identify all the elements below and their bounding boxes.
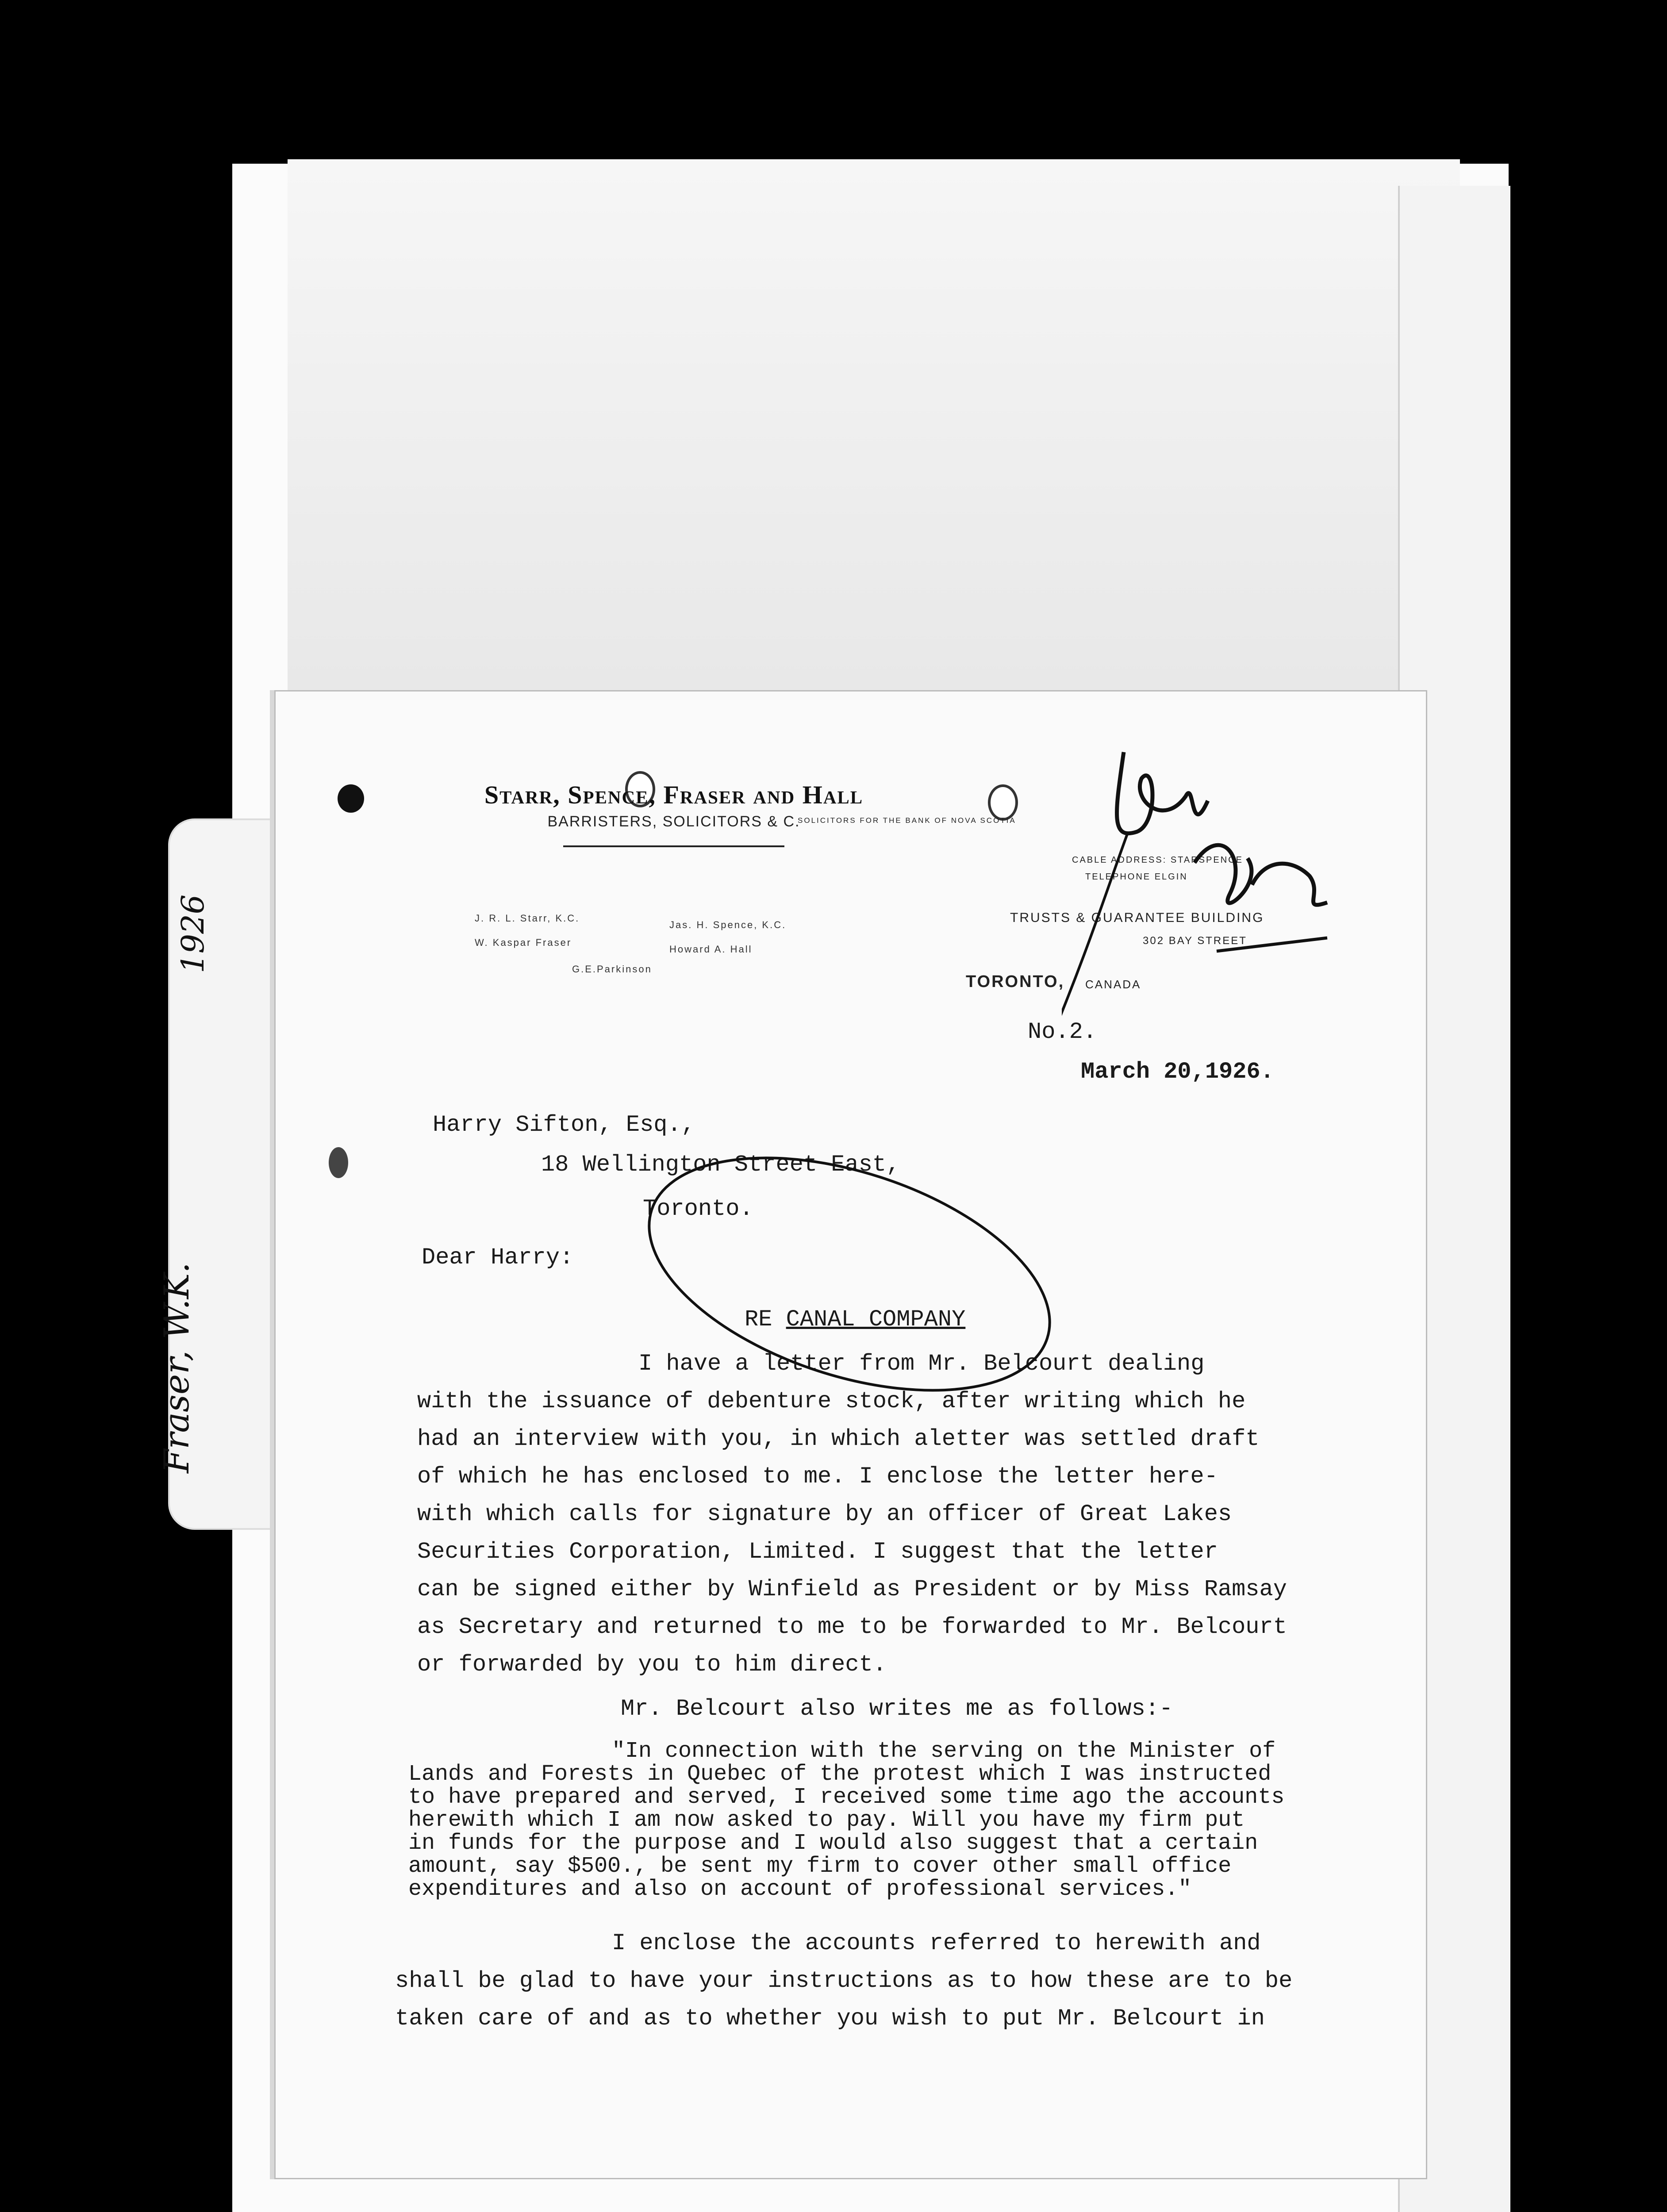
partner-name: J. R. L. Starr, K.C.: [475, 913, 580, 924]
firm-name: Starr, Spence, Fraser and Hall: [484, 780, 864, 809]
annotation-stroke: [1062, 832, 1128, 1044]
body-line: Mr. Belcourt also writes me as follows:-: [621, 1696, 1173, 1722]
pen-circle: [611, 1141, 1075, 1416]
pen-circle-stroke: [620, 1141, 1075, 1416]
firm-letterhead: [422, 780, 926, 847]
partner-name: W. Kaspar Fraser: [475, 937, 572, 948]
quote-line: expenditures and also on account of professional services.": [408, 1877, 1192, 1902]
recipient-street: 18 Wellington Street East,: [541, 1152, 900, 1178]
body-line: I enclose the accounts referred to herewith and: [612, 1930, 1261, 1956]
annotation-stroke: [1117, 752, 1208, 833]
margin-year-text: 1926: [175, 894, 211, 973]
body-line: taken care of and as to whether you wish to put Mr. Belcourt in: [395, 2005, 1265, 2032]
partner-name: Jas. H. Spence, K.C.: [669, 919, 787, 930]
body-line: shall be glad to have your instructions as to how these are to be: [395, 1968, 1293, 1994]
margin-note-year: [175, 885, 215, 973]
subject-prefix: RE: [745, 1306, 786, 1333]
margin-note-name: [157, 1261, 237, 1473]
quote-line: "In connection with the serving on the Minister of: [612, 1739, 1276, 1764]
punch-hole: [988, 784, 1018, 821]
country: CANADA: [1085, 978, 1141, 991]
city: TORONTO,: [966, 972, 1065, 991]
street: 302 BAY STREET: [1143, 935, 1247, 947]
quote-line: Lands and Forests in Quebec of the protest which I was instructed: [408, 1762, 1271, 1787]
body-line: had an interview with you, in which aletter was settled draft: [417, 1426, 1260, 1452]
body-line: Securities Corporation, Limited. I suggest that the letter: [417, 1539, 1218, 1565]
ink-mark: [329, 1147, 348, 1178]
body-line: I have a letter from Mr. Belcourt dealing: [638, 1351, 1205, 1377]
ink-blot: [338, 784, 364, 813]
salutation: Dear Harry:: [422, 1244, 574, 1271]
partner-name: G.E.Parkinson: [572, 964, 652, 975]
quote-line: to have prepared and served, I received some time ago the accounts: [408, 1785, 1285, 1810]
subject-underlined: CANAL COMPANY: [786, 1306, 966, 1333]
handwritten-annotation: [1062, 726, 1380, 1044]
quote-line: herewith which I am now asked to pay. Will you have my firm put: [408, 1808, 1245, 1833]
firm-subtitle: BARRISTERS, SOLICITORS & C.: [547, 813, 800, 830]
letterhead-rule: [563, 845, 784, 847]
backing-sheet-upper: [288, 159, 1460, 690]
body-line: as Secretary and returned to me to be forwarded to Mr. Belcourt: [417, 1614, 1287, 1640]
margin-name-text: Fraser, W.K.: [157, 1262, 197, 1473]
partner-name: Howard A. Hall: [669, 944, 753, 955]
recipient-name: Harry Sifton, Esq.,: [433, 1112, 695, 1138]
building: TRUSTS & GUARANTEE BUILDING: [1010, 910, 1264, 925]
bank-note: SOLICITORS FOR THE BANK OF NOVA SCOTIA: [798, 816, 1016, 825]
body-line: with the issuance of debenture stock, after writing which he: [417, 1388, 1246, 1414]
letter-date: March 20,1926.: [1081, 1059, 1274, 1085]
body-line: of which he has enclosed to me. I enclose the letter here-: [417, 1463, 1218, 1490]
body-line: can be signed either by Winfield as President or by Miss Ramsay: [417, 1576, 1287, 1602]
quote-line: in funds for the purpose and I would also suggest that a certain: [408, 1831, 1258, 1856]
quote-line: amount, say $500., be sent my firm to cover other small office: [408, 1854, 1232, 1879]
body-line: with which calls for signature by an officer of Great Lakes: [417, 1501, 1232, 1527]
cable-address: CABLE ADDRESS: STARSPENCE: [1072, 855, 1243, 865]
telephone: TELEPHONE ELGIN: [1085, 872, 1188, 882]
recipient-city: Toronto.: [643, 1196, 753, 1222]
body-line: or forwarded by you to him direct.: [417, 1651, 887, 1678]
letter-number: No.2.: [1028, 1019, 1097, 1045]
